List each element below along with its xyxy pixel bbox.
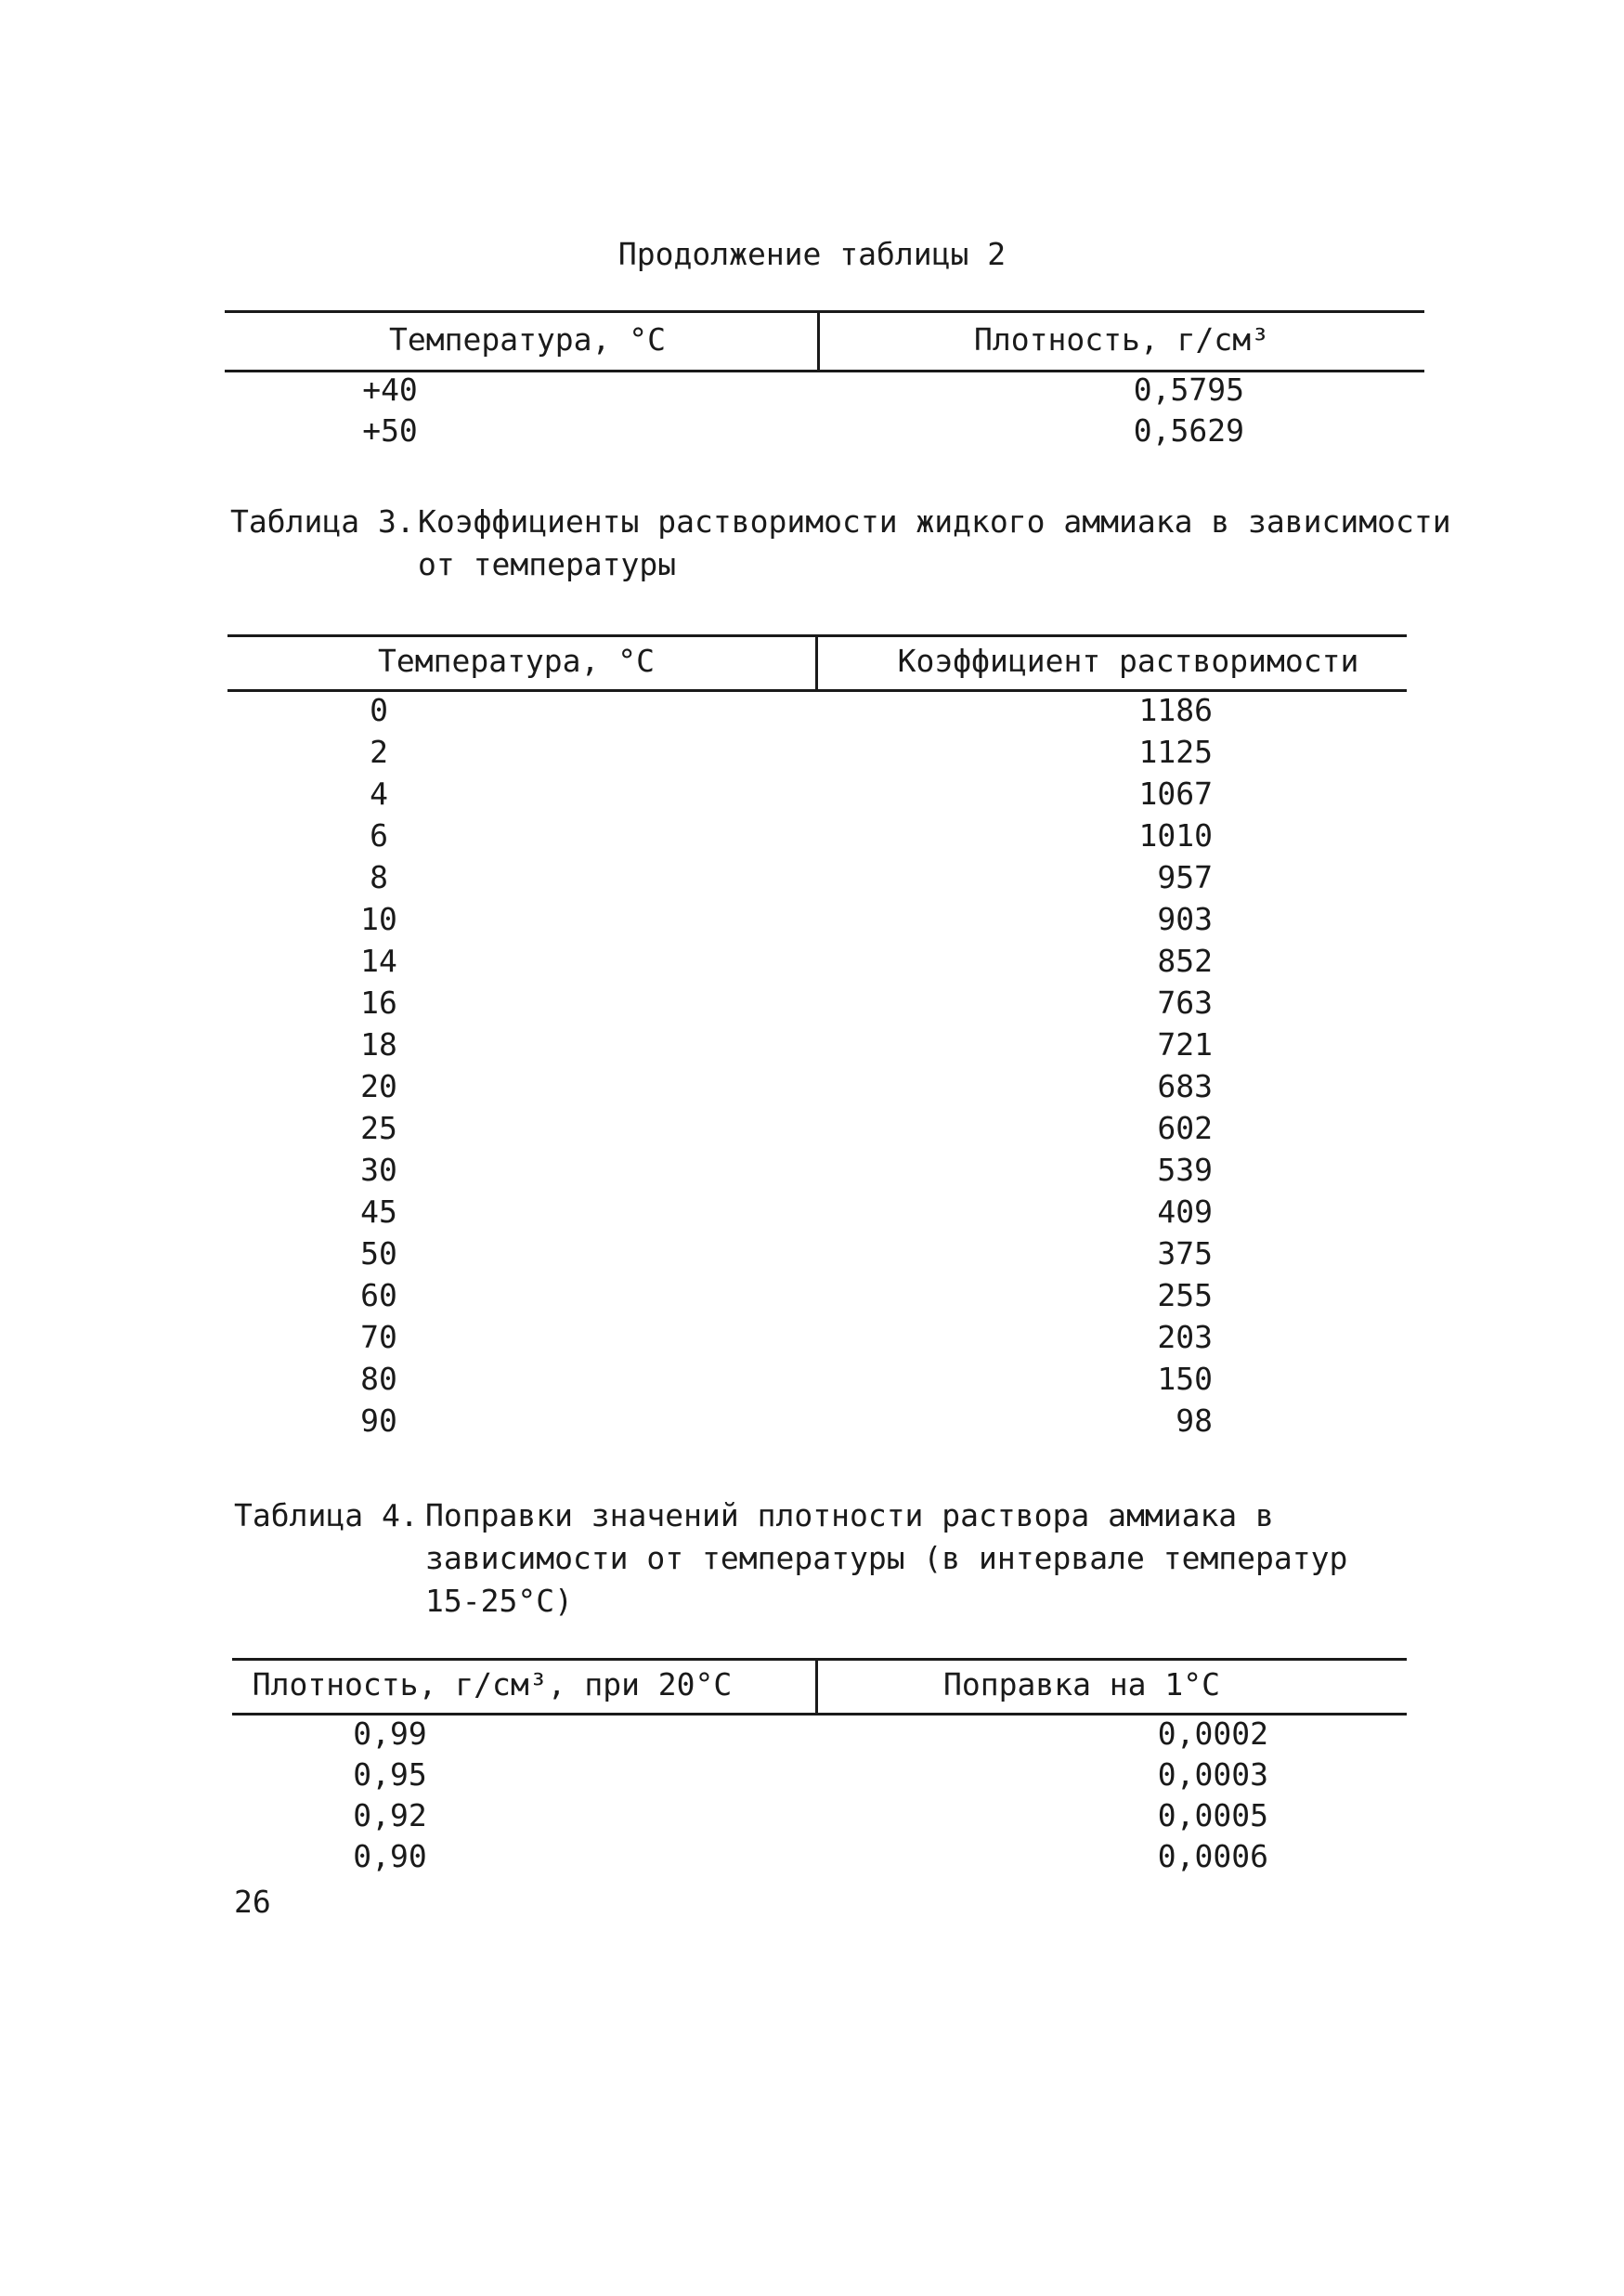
table-4-header-correction: Поправка на 1°С xyxy=(942,1666,1221,1702)
temperature-cell: 18 xyxy=(360,1026,397,1063)
table-3-caption-line-1: Коэффициенты растворимости жидкого аммиака в зависимости xyxy=(418,503,1451,540)
table-2-header-temperature: Температура, °С xyxy=(388,321,667,358)
table-3-caption-line-2: от температуры xyxy=(418,546,677,582)
coefficient-cell: 1010 xyxy=(1138,817,1213,854)
table-3-header-coefficient: Коэффициент растворимости xyxy=(897,643,1359,679)
table-3-header-temperature: Температура, °С xyxy=(377,643,656,679)
temperature-cell: 45 xyxy=(360,1194,397,1230)
temperature-cell: +50 xyxy=(362,412,418,449)
table-4-caption-line-2: зависимости от температуры (в интервале температур xyxy=(425,1540,1348,1576)
temperature-cell: 50 xyxy=(360,1235,397,1272)
coefficient-cell: 903 xyxy=(1157,901,1213,937)
coefficient-cell: 409 xyxy=(1157,1194,1213,1230)
temperature-cell: 14 xyxy=(360,943,397,979)
temperature-cell: 4 xyxy=(370,776,388,812)
correction-cell: 0,0005 xyxy=(1157,1797,1268,1833)
temperature-cell: 6 xyxy=(370,817,388,854)
density-cell: 0,5795 xyxy=(1133,372,1244,408)
correction-cell: 0,0002 xyxy=(1157,1715,1268,1752)
density-cell: 0,90 xyxy=(353,1838,427,1874)
temperature-cell: 16 xyxy=(360,985,397,1021)
table-4-caption-line-3: 15-25°С) xyxy=(425,1583,573,1619)
table-3-column-divider xyxy=(815,636,818,690)
temperature-cell: 25 xyxy=(360,1110,397,1146)
temperature-cell: 20 xyxy=(360,1068,397,1104)
density-cell: 0,95 xyxy=(353,1756,427,1793)
coefficient-cell: 852 xyxy=(1157,943,1213,979)
table-4-header-density: Плотность, г/см³, при 20°С xyxy=(252,1666,733,1702)
density-cell: 0,92 xyxy=(353,1797,427,1833)
table-2-header-density: Плотность, г/см³ xyxy=(974,321,1269,358)
coefficient-cell: 1125 xyxy=(1138,734,1213,770)
temperature-cell: 8 xyxy=(370,859,388,895)
coefficient-cell: 539 xyxy=(1157,1152,1213,1188)
coefficient-cell: 721 xyxy=(1157,1026,1213,1063)
table-4-label: Таблица 4. xyxy=(234,1497,419,1533)
table-3-label: Таблица 3. xyxy=(230,503,415,540)
temperature-cell: 30 xyxy=(360,1152,397,1188)
coefficient-cell: 203 xyxy=(1157,1319,1213,1355)
density-cell: 0,5629 xyxy=(1133,412,1244,449)
coefficient-cell: 150 xyxy=(1157,1361,1213,1397)
temperature-cell: 70 xyxy=(360,1319,397,1355)
coefficient-cell: 375 xyxy=(1157,1235,1213,1272)
temperature-cell: 10 xyxy=(360,901,397,937)
coefficient-cell: 1186 xyxy=(1138,692,1213,728)
coefficient-cell: 1067 xyxy=(1138,776,1213,812)
temperature-cell: 80 xyxy=(360,1361,397,1397)
temperature-cell: 2 xyxy=(370,734,388,770)
coefficient-cell: 957 xyxy=(1157,859,1213,895)
table-2-top-rule xyxy=(225,310,1424,313)
coefficient-cell: 763 xyxy=(1157,985,1213,1021)
coefficient-cell: 98 xyxy=(1176,1402,1213,1439)
coefficient-cell: 683 xyxy=(1157,1068,1213,1104)
table-4-caption-line-1: Поправки значений плотности раствора аммиака в xyxy=(425,1497,1274,1533)
table-4-top-rule xyxy=(232,1658,1407,1661)
table-2-column-divider xyxy=(817,312,820,372)
temperature-cell: 90 xyxy=(360,1402,397,1439)
coefficient-cell: 255 xyxy=(1157,1277,1213,1313)
page-number: 26 xyxy=(234,1884,271,1920)
table-4-column-divider xyxy=(815,1660,818,1714)
density-cell: 0,99 xyxy=(353,1715,427,1752)
temperature-cell: 0 xyxy=(370,692,388,728)
coefficient-cell: 602 xyxy=(1157,1110,1213,1146)
temperature-cell: 60 xyxy=(360,1277,397,1313)
correction-cell: 0,0006 xyxy=(1157,1838,1268,1874)
correction-cell: 0,0003 xyxy=(1157,1756,1268,1793)
temperature-cell: +40 xyxy=(362,372,418,408)
continuation-title: Продолжение таблицы 2 xyxy=(617,236,1007,272)
table-3-header-rule xyxy=(227,689,1407,692)
